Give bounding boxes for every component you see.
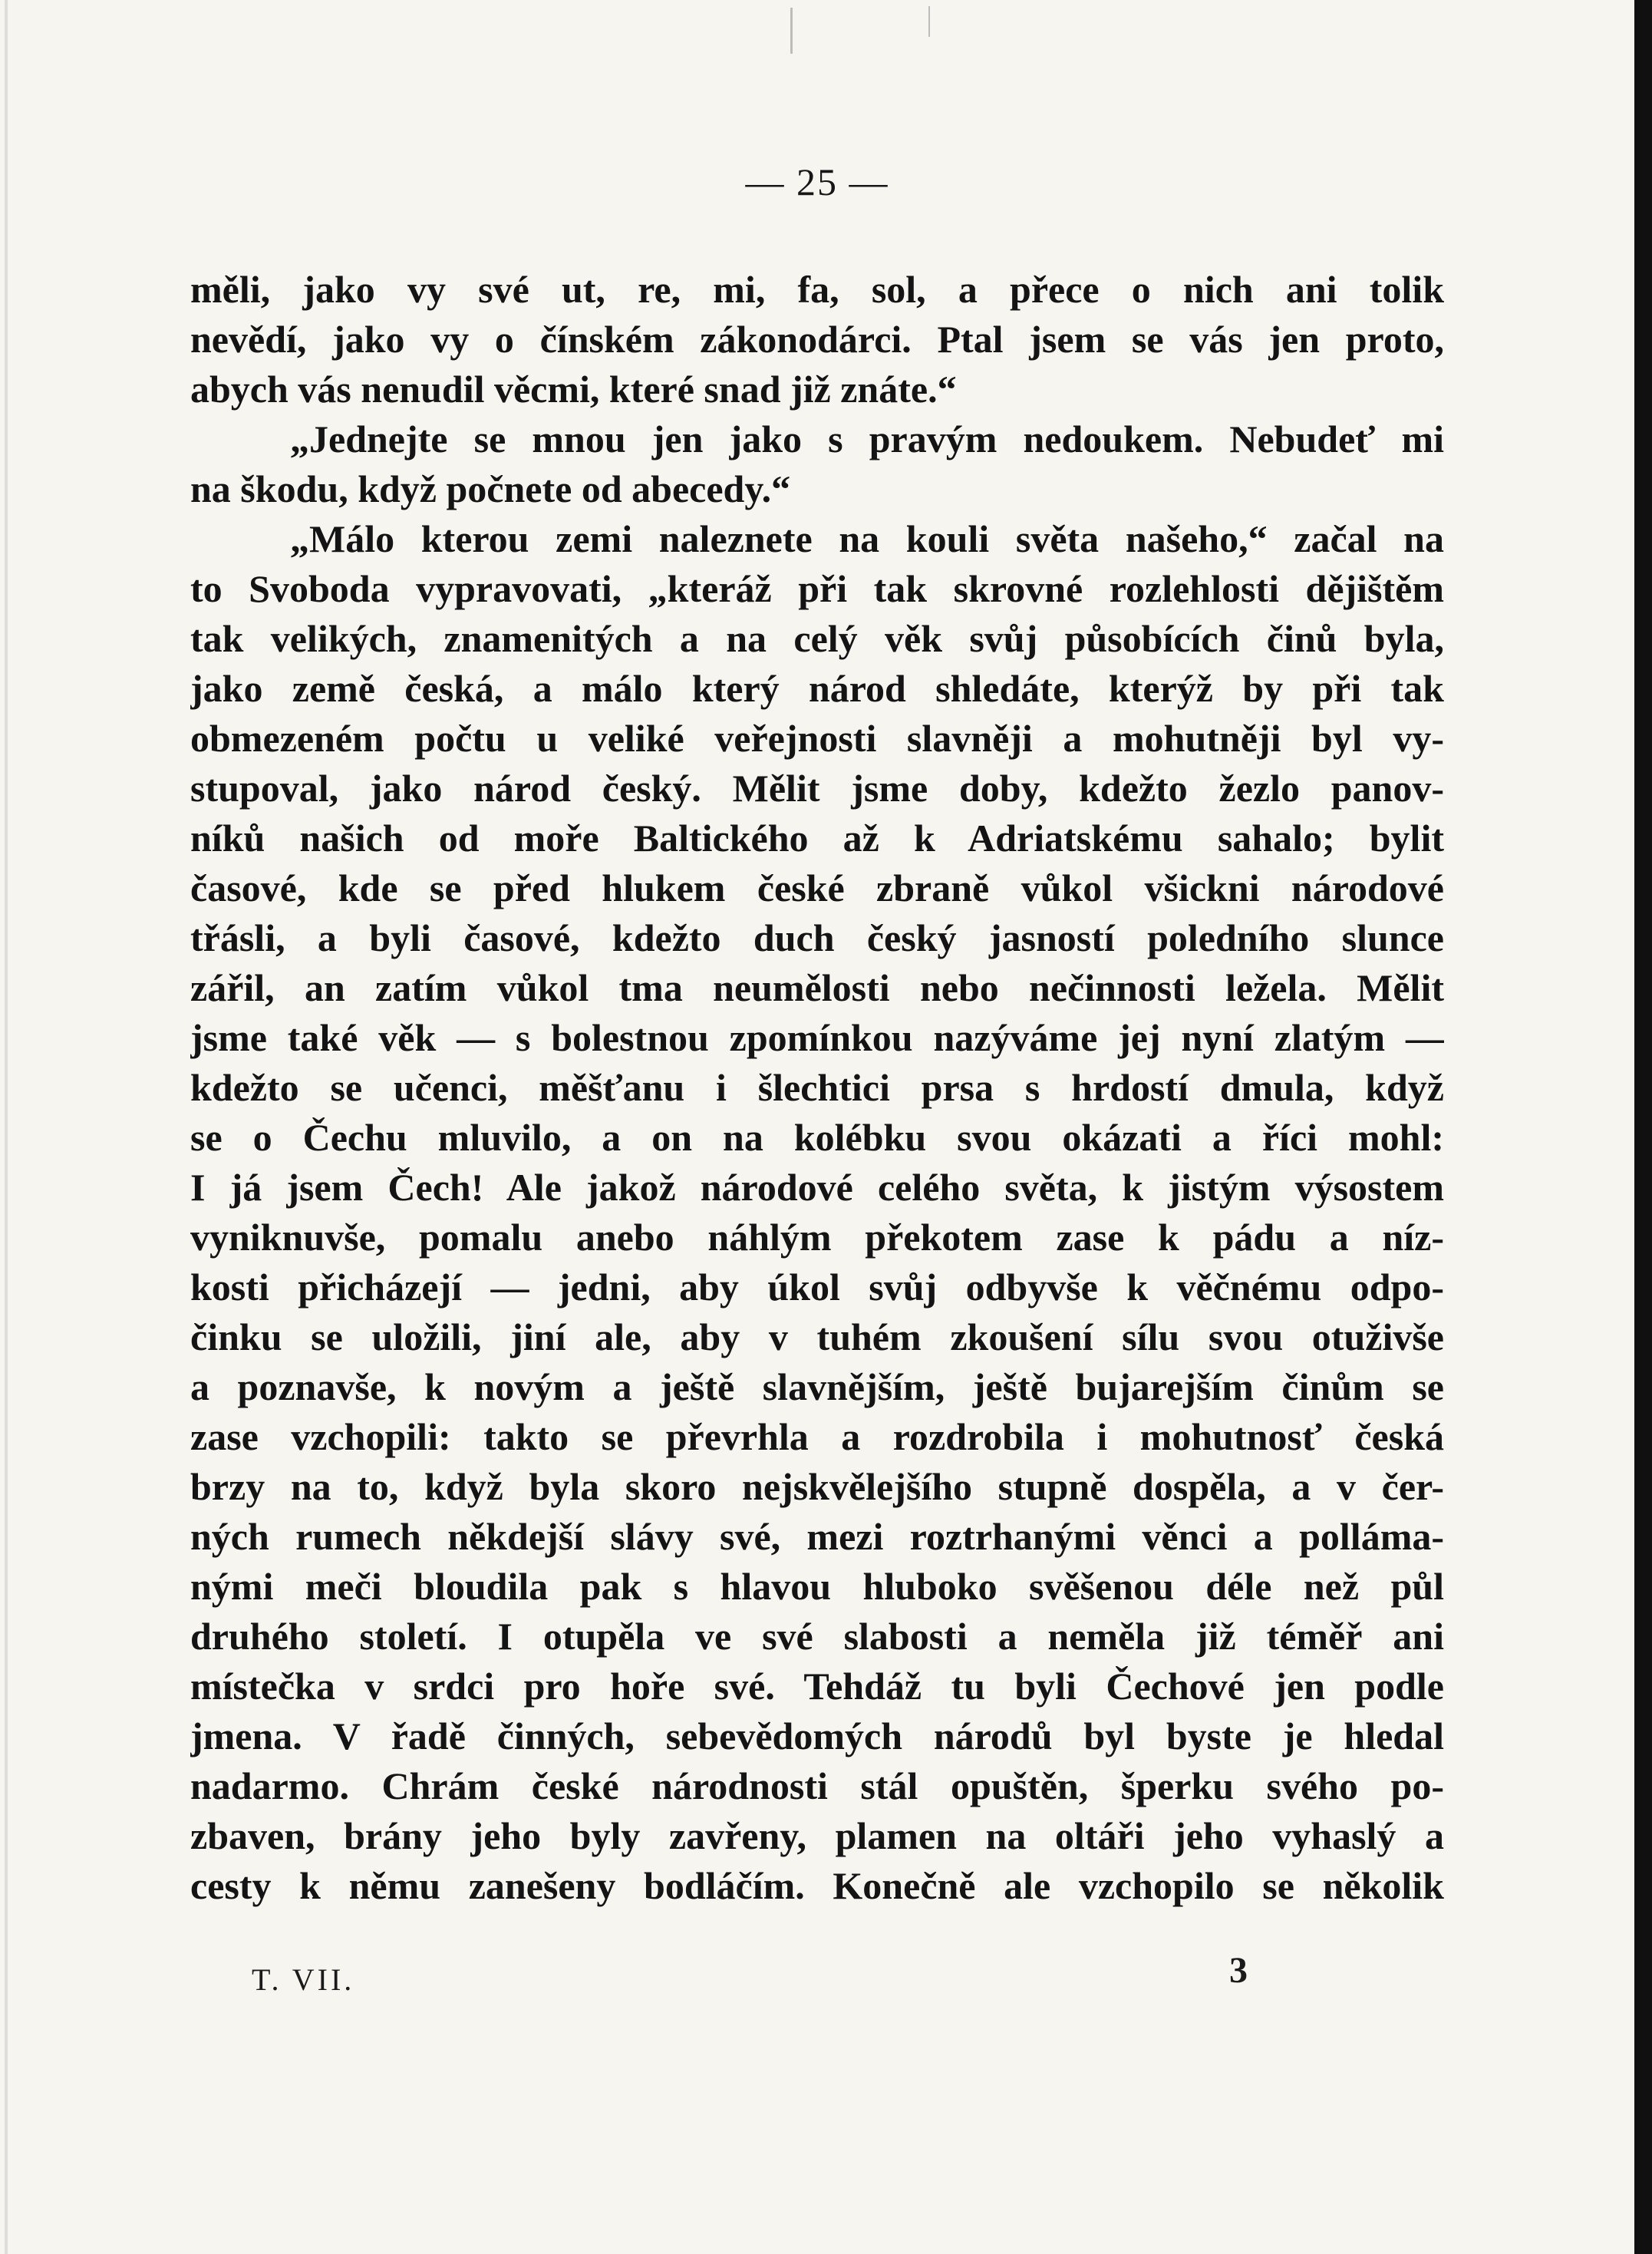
text-line: časové, kde se před hlukem české zbraně vůkol všickni národové bbox=[190, 866, 1444, 909]
text-line: to Svoboda vypravovati, „kteráž při tak skrovné rozlehlosti dějištěm bbox=[190, 567, 1444, 610]
text-line: zbaven, brány jeho byly zavřeny, plamen na oltáři jeho vyhaslý a bbox=[190, 1814, 1444, 1857]
text-line: tak velikých, znamenitých a na celý věk svůj působících činů byla, bbox=[190, 617, 1444, 660]
text-line: stupoval, jako národ český. Mělit jsme doby, kdežto žezlo panov- bbox=[190, 767, 1444, 810]
text-line: „Málo kterou zemi naleznete na kouli světa našeho,“ začal na bbox=[290, 517, 1444, 560]
text-line: vyniknuvše, pomalu anebo náhlým překotem zase k pádu a níz- bbox=[190, 1216, 1444, 1259]
text-line: kdežto se učenci, měšťanu i šlechtici prsa s hrdostí dmula, když bbox=[190, 1066, 1444, 1109]
text-line: na škodu, když počnete od abecedy.“ bbox=[190, 467, 791, 510]
text-line: se o Čechu mluvilo, a on na kolébku svou okázati a říci mohl: bbox=[190, 1116, 1444, 1159]
text-line: nevědí, jako vy o čínském zákonodárci. Ptal jsem se vás jen proto, bbox=[190, 318, 1444, 361]
text-line: brzy na to, když byla skoro nejskvělejšího stupně dospěla, a v čer- bbox=[190, 1465, 1444, 1508]
text-line: nadarmo. Chrám české národnosti stál opuštěn, šperku svého po- bbox=[190, 1764, 1444, 1807]
text-line: I já jsem Čech! Ale jakož národové celého světa, k jistým výsostem bbox=[190, 1166, 1444, 1209]
scan-artifact bbox=[928, 6, 930, 37]
text-line: jako země česká, a málo který národ shledáte, kterýž by při tak bbox=[190, 667, 1444, 710]
text-line: jmena. V řadě činných, sebevědomých národů byl byste je hledal bbox=[190, 1714, 1444, 1757]
text-line: a poznavše, k novým a ještě slavnějším, ještě bujarejším činům se bbox=[190, 1365, 1444, 1408]
scan-border bbox=[1634, 0, 1652, 2254]
footer-sheet-number: 3 bbox=[1229, 1950, 1248, 1991]
body-text bbox=[190, 265, 1444, 1911]
text-line: zářil, an zatím vůkol tma neumělosti nebo nečinnosti ležela. Mělit bbox=[190, 966, 1444, 1009]
text-line: místečka v srdci pro hoře své. Tehdáž tu byli Čechové jen podle bbox=[190, 1665, 1444, 1708]
text-line: ných rumech někdejší slávy své, mezi roztrhanými věnci a polláma- bbox=[190, 1515, 1444, 1558]
text-line: měli, jako vy své ut, re, mi, fa, sol, a přece o nich ani tolik bbox=[190, 268, 1444, 311]
page-number: — 25 — bbox=[745, 160, 889, 203]
text-line: třásli, a byli časové, kdežto duch český jasností poledního slunce bbox=[190, 916, 1444, 959]
text-line: „Jednejte se mnou jen jako s pravým nedoukem. Nebudeť mi bbox=[290, 417, 1444, 460]
text-line: zase vzchopili: takto se převrhla a rozdrobila i mohutnosť česká bbox=[190, 1415, 1444, 1458]
text-line: abych vás nenudil věcmi, které snad již znáte.“ bbox=[190, 368, 957, 411]
text-line: činku se uložili, jiní ale, aby v tuhém zkoušení sílu svou otuživše bbox=[190, 1315, 1444, 1358]
text-line: obmezeném počtu u veliké veřejnosti slavněji a mohutněji byl vy- bbox=[190, 717, 1444, 760]
text-line: kosti přicházejí — jedni, aby úkol svůj odbyvše k věčnému odpo- bbox=[190, 1266, 1444, 1309]
text-line: druhého století. I otupěla ve své slabosti a neměla již téměř ani bbox=[190, 1615, 1444, 1658]
scan-artifact bbox=[5, 0, 8, 2254]
scan-artifact bbox=[790, 8, 793, 54]
text-line: jsme také věk — s bolestnou zpomínkou nazýváme jej nyní zlatým — bbox=[190, 1016, 1444, 1059]
footer-signature: T. VII. bbox=[252, 1962, 355, 1997]
text-line: níků našich od moře Baltického až k Adriatskému sahalo; bylit bbox=[190, 817, 1444, 860]
text-line: cesty k němu zanešeny bodláčím. Konečně ale vzchopilo se několik bbox=[190, 1864, 1444, 1907]
text-line: nými meči bloudila pak s hlavou hluboko svěšenou déle než půl bbox=[190, 1565, 1444, 1608]
